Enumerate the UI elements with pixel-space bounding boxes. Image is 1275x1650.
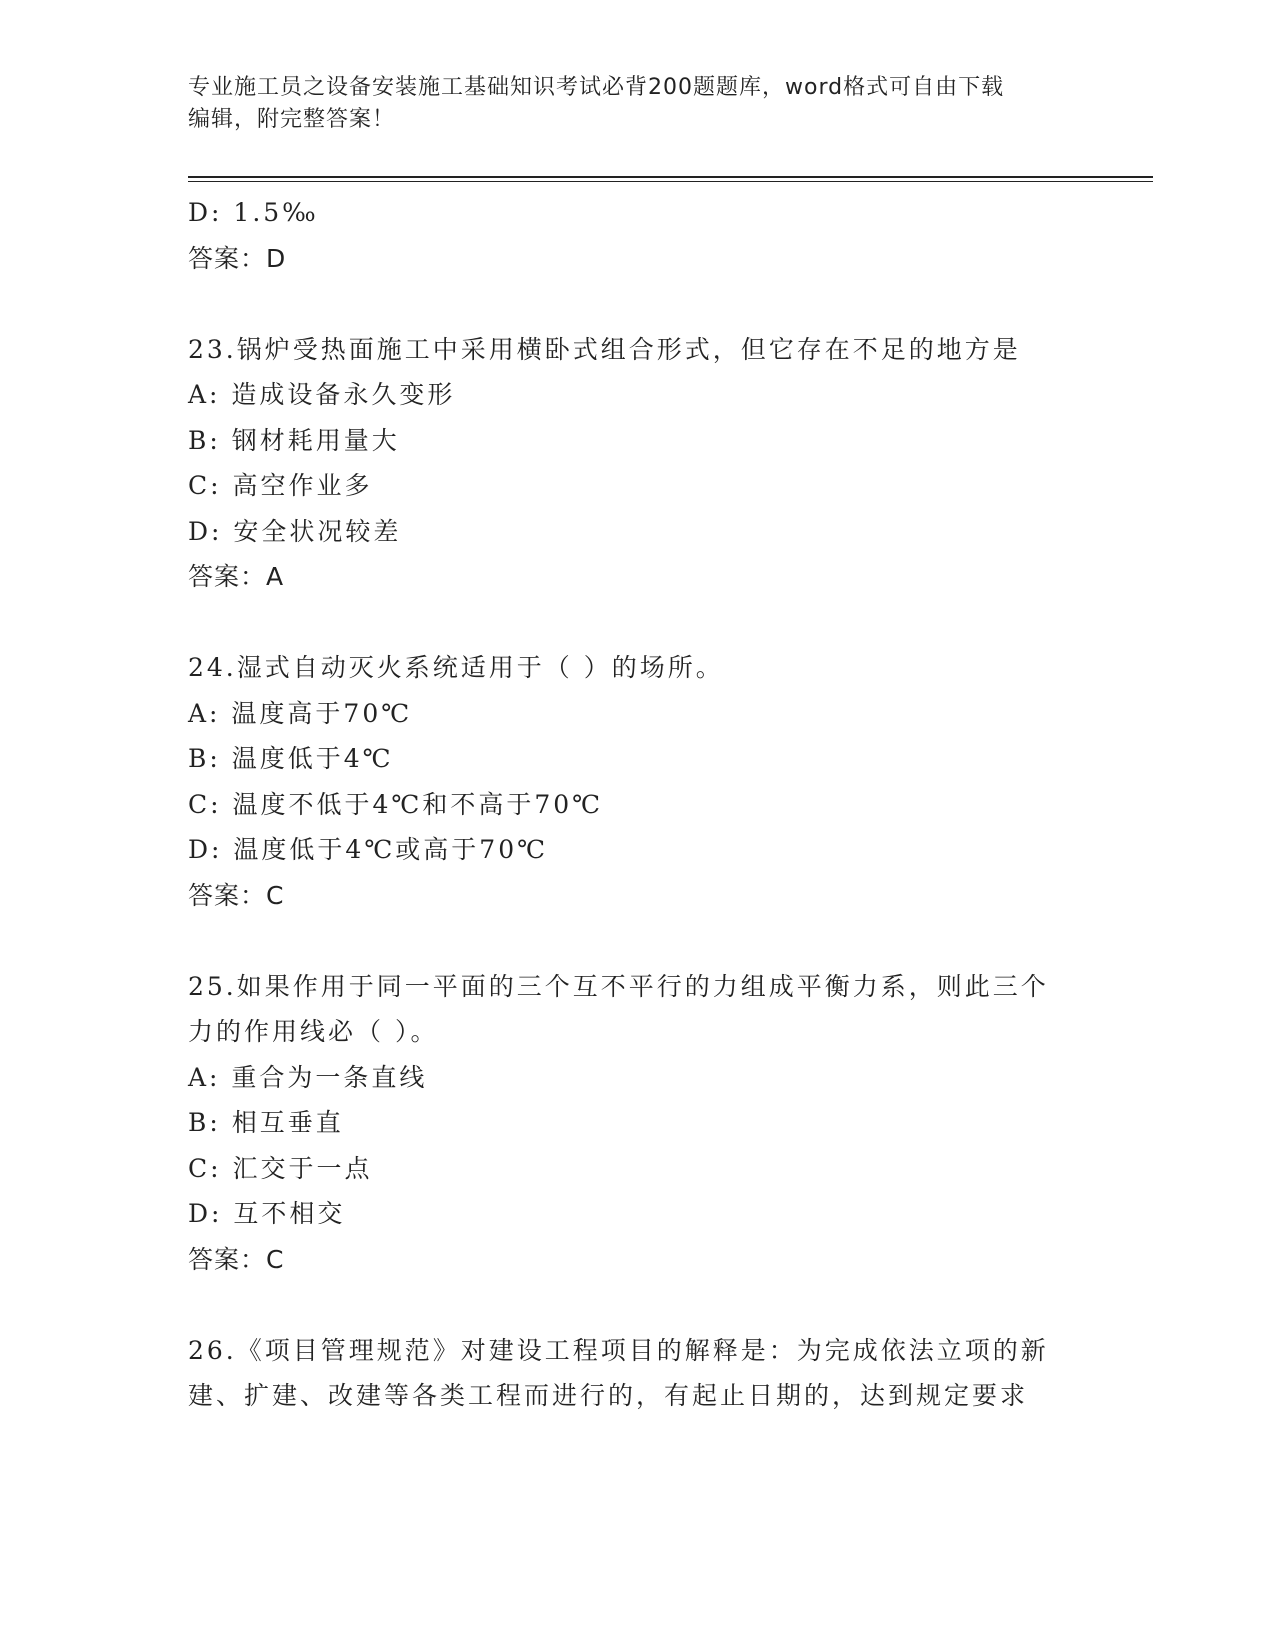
spacer: [188, 281, 1088, 327]
spacer: [188, 600, 1088, 646]
option-d: D: 互不相交: [188, 1199, 346, 1228]
question-stem-line-1: 26.《项目管理规范》对建设工程项目的解释是：为完成依法立项的新: [188, 1335, 1049, 1365]
question-stem-line-2: 建、扩建、改建等各类工程而进行的，有起止日期的，达到规定要求: [188, 1381, 1029, 1410]
question-stem: 24.湿式自动灭火系统适用于（ ）的场所。: [188, 653, 724, 682]
question-stem-line-1: 25.如果作用于同一平面的三个互不平行的力组成平衡力系，则此三个: [188, 971, 1049, 1001]
option-b: B: 温度低于4℃: [188, 744, 394, 773]
question-stem-line-2: 力的作用线必（ ）。: [188, 1017, 439, 1046]
option-c: C: 温度不低于4℃和不高于70℃: [188, 789, 604, 819]
question-26: [188, 1328, 1088, 1419]
answer: 答案：C: [188, 1244, 285, 1274]
spacer: [188, 1282, 1088, 1328]
option-d: D: 安全状况较差: [188, 516, 402, 546]
option-c: C: 高空作业多: [188, 471, 373, 500]
option-d: D: 1.5‰: [188, 198, 319, 227]
question-stem: 23.锅炉受热面施工中采用横卧式组合形式，但它存在不足的地方是: [188, 334, 1021, 364]
header-line-2: 编辑，附完整答案！: [188, 107, 396, 132]
header-rule-thin: [188, 181, 1153, 182]
option-a: A: 温度高于70℃: [188, 698, 413, 728]
answer: 答案：D: [188, 243, 287, 273]
header-rule-thick: [188, 176, 1153, 178]
question-prev: [188, 190, 1088, 281]
option-b: B: 钢材耗用量大: [188, 425, 400, 455]
option-a: A: 重合为一条直线: [188, 1062, 428, 1092]
option-a: A: 造成设备永久变形: [188, 380, 456, 409]
option-c: C: 汇交于一点: [188, 1153, 373, 1183]
option-d: D: 温度低于4℃或高于70℃: [188, 835, 549, 864]
question-24: [188, 645, 1088, 918]
question-list: [188, 190, 1088, 1419]
answer: 答案：C: [188, 880, 285, 910]
spacer: [188, 918, 1088, 964]
document-header: [188, 72, 1068, 136]
option-b: B: 相互垂直: [188, 1108, 344, 1137]
question-23: [188, 327, 1088, 600]
header-line-1: 专业施工员之设备安装施工基础知识考试必背200题题库，word格式可自由下载: [188, 75, 1005, 100]
question-25: [188, 964, 1088, 1283]
answer: 答案：A: [188, 562, 285, 591]
